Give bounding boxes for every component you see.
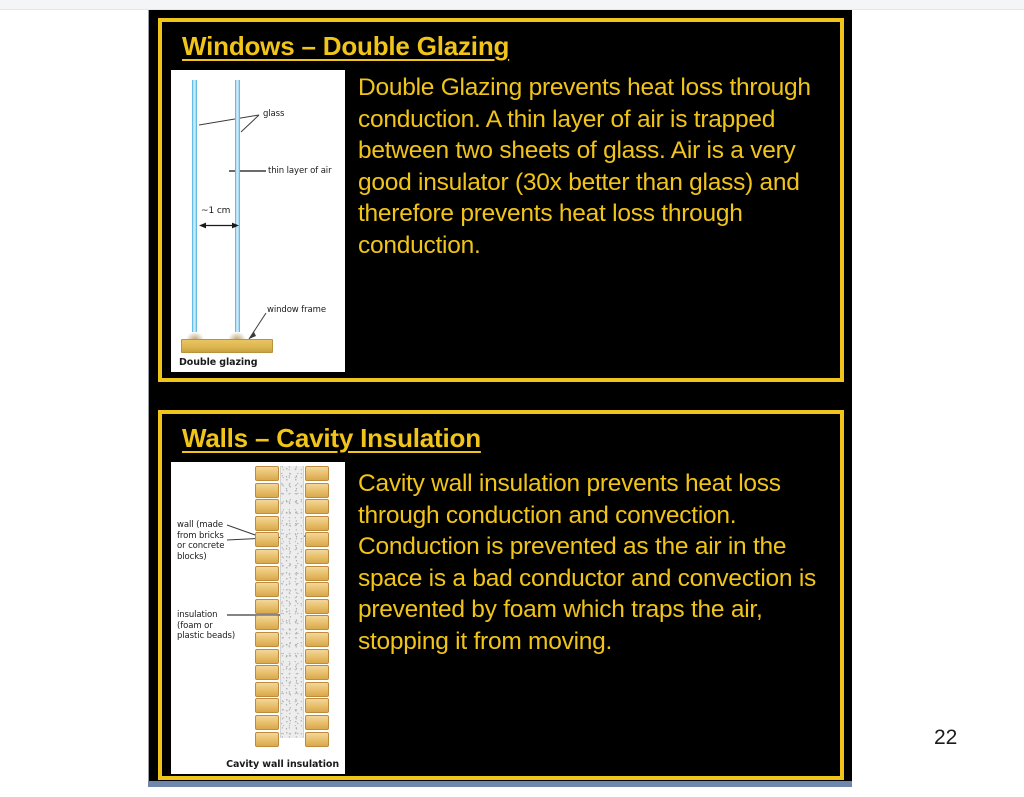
brick-column-right — [305, 466, 329, 738]
brick — [305, 615, 329, 630]
brick — [305, 582, 329, 597]
panel-walls-body — [162, 462, 840, 776]
brick — [305, 549, 329, 564]
brick — [255, 732, 279, 747]
brick — [255, 499, 279, 514]
brick — [255, 599, 279, 614]
gap-measure-arrow-icon — [199, 222, 239, 229]
label-glass: glass — [263, 109, 285, 119]
label-insulation-line-1: insulation — [177, 610, 218, 620]
label-wall — [177, 520, 224, 562]
brick — [305, 516, 329, 531]
label-insulation-line-2: (foam or — [177, 620, 213, 631]
insulation-fill — [280, 466, 304, 738]
panel-windows-body — [162, 70, 840, 378]
brick — [305, 715, 329, 730]
label-thin-layer-of-air: thin layer of air — [268, 166, 332, 176]
brick-column-left — [255, 466, 279, 738]
label-insulation — [177, 610, 235, 642]
brick — [255, 698, 279, 713]
brick — [305, 483, 329, 498]
figure-caption-cavity-wall: Cavity wall insulation — [226, 759, 339, 770]
horizontal-scrollbar[interactable] — [148, 781, 852, 787]
brick — [305, 698, 329, 713]
brick — [255, 615, 279, 630]
panel-walls-paragraph: Cavity wall insulation prevents heat loss through conduction and convection. Conduction is prevented as the air in the space is a bad conductor and convection is prevented by foam which traps the air, stopping it from moving. — [358, 470, 817, 655]
brick — [305, 566, 329, 581]
glass-pane-outer — [192, 80, 197, 338]
label-wall-line-4: blocks) — [177, 551, 207, 562]
label-wall-line-1: wall (made — [177, 520, 224, 530]
brick — [255, 516, 279, 531]
brick — [255, 532, 279, 547]
brick — [255, 665, 279, 680]
label-wall-line-2: from bricks — [177, 530, 224, 541]
brick — [255, 566, 279, 581]
window-frame-shape — [181, 339, 273, 353]
brick — [255, 483, 279, 498]
brick — [305, 599, 329, 614]
brick — [305, 466, 329, 481]
panel-windows-paragraph: Double Glazing prevents heat loss through conduction. A thin layer of air is trapped between two sheets of glass. Air is a very good insulator (30x better than glass) and therefore prevents heat loss through conduction. — [358, 74, 811, 259]
double-glazing-diagram — [171, 70, 345, 372]
brick — [305, 532, 329, 547]
brick — [305, 682, 329, 697]
cavity-wall-diagram — [171, 462, 345, 774]
label-insulation-line-3: plastic beads) — [177, 631, 236, 641]
label-window-frame: window frame — [267, 305, 326, 315]
brick — [255, 632, 279, 647]
slide-canvas — [148, 10, 852, 787]
panel-walls-cavity-insulation — [158, 410, 844, 780]
label-gap-measurement: ~1 cm — [201, 206, 231, 216]
brick — [255, 466, 279, 481]
brick — [255, 582, 279, 597]
double-glazing-leader-lines — [171, 70, 345, 372]
brick — [255, 682, 279, 697]
label-wall-line-3: or concrete — [177, 541, 225, 551]
figure-caption-double-glazing: Double glazing — [179, 357, 258, 368]
cavity-wall-cross-section — [255, 466, 329, 738]
brick — [305, 499, 329, 514]
brick — [255, 549, 279, 564]
viewer-top-strip — [0, 0, 1024, 10]
brick — [255, 649, 279, 664]
page-number: 22 — [934, 726, 958, 749]
panel-windows-title: Windows – Double Glazing — [182, 31, 510, 61]
panel-walls-title: Walls – Cavity Insulation — [182, 423, 481, 453]
panel-windows-double-glazing — [158, 18, 844, 382]
brick — [305, 665, 329, 680]
brick — [305, 649, 329, 664]
brick — [305, 632, 329, 647]
brick — [305, 732, 329, 747]
brick — [255, 715, 279, 730]
glass-pane-inner — [235, 80, 240, 338]
